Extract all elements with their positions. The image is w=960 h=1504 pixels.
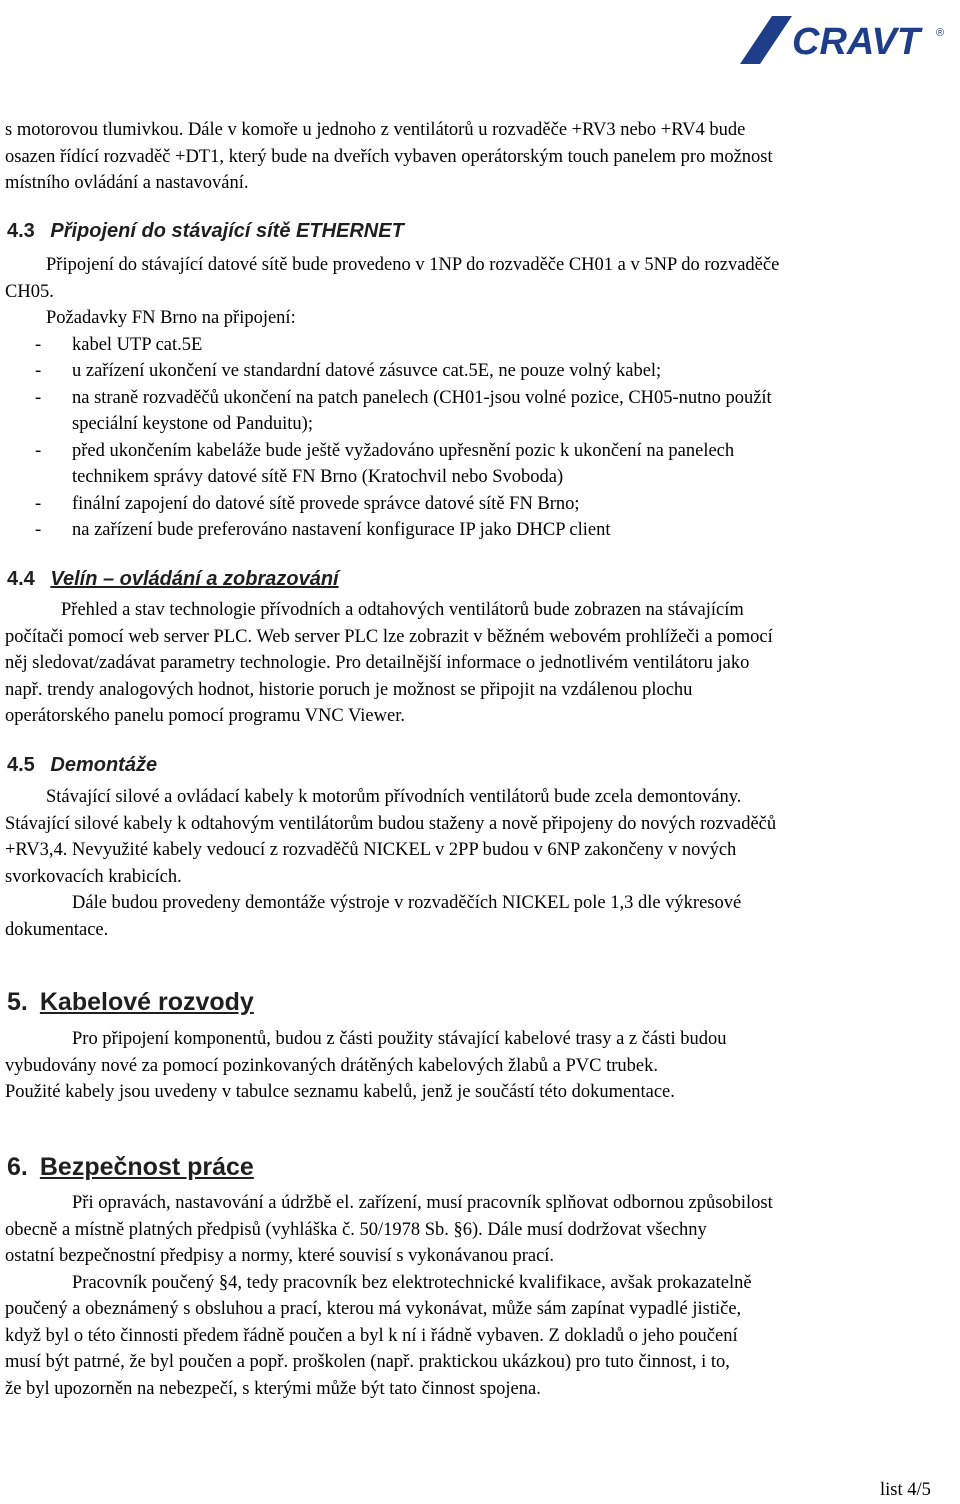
text-line: Připojení do stávající datové sítě bude provedeno v 1NP do rozvaděče CH01 a v 5NP do rozvaděče — [46, 255, 780, 275]
text-line: ostatní bezpečnostní předpisy a normy, které souvisí s vykonávanou prací. — [5, 1246, 555, 1266]
list-item-text: technikem správy datové sítě FN Brno (Kratochvil nebo Svoboda) — [72, 467, 564, 487]
list-dash: - — [35, 493, 42, 514]
text-line: musí být patrné, že byl poučen a popř. proškolen (např. praktickou ukázkou) pro tuto činnost, i to, — [5, 1352, 730, 1372]
text-line: svorkovacích krabicích. — [5, 866, 182, 887]
text-line: počítači pomocí web server PLC. Web server PLC lze zobrazit v běžném webovém prohlížeči a pomocí — [5, 626, 773, 647]
text-line: něj sledovat/zadávat parametry technologie. Pro detailnější informace o jednotlivém ventilátoru jako — [5, 653, 750, 673]
section-title: Demontáže — [50, 754, 158, 776]
section-5-heading — [7, 989, 254, 1016]
section-number: 4.5 — [7, 754, 35, 776]
list-item — [5, 517, 960, 544]
requirements-list — [5, 332, 960, 544]
text-line: Dále budou provedeny demontáže výstroje v rozvaděčích NICKEL pole 1,3 dle výkresové — [72, 893, 742, 913]
section-4-5-heading — [7, 752, 157, 779]
list-item-text: finální zapojení do datové sítě provede správce datové sítě FN Brno; — [72, 493, 580, 514]
list-item-text: u zařízení ukončení ve standardní datové zásuvce cat.5E, ne pouze volný kabel; — [72, 361, 662, 381]
text-line: místního ovládání a nastavování. — [5, 173, 249, 193]
text-line: +RV3,4. Nevyužité kabely vedoucí z rozvaděčů NICKEL v 2PP budou v 6NP zakončeny v nových — [5, 840, 737, 860]
section-number: 5. — [7, 988, 28, 1016]
section-4-4-heading — [7, 566, 339, 593]
list-dash: - — [35, 440, 42, 461]
text-line: Přehled a stav technologie přívodních a odtahových ventilátorů bude zobrazen na stávajícím — [61, 600, 744, 620]
list-item — [5, 358, 960, 385]
list-item — [5, 385, 960, 438]
section-6-heading — [7, 1154, 254, 1181]
list-item — [5, 438, 960, 491]
text-line: Stávající silové kabely k odtahovým ventilátorům budou staženy a nově připojeny do nových rozvaděčů — [5, 813, 777, 834]
text-line: Pro připojení komponentů, budou z části použity stávající kabelové trasy a z části budou — [72, 1029, 727, 1049]
logo-mark: ® — [936, 27, 945, 39]
list-item — [5, 491, 960, 518]
logo-text: CRAVT — [792, 21, 921, 63]
text-line: CH05. — [5, 281, 54, 302]
section-title: Bezpečnost práce — [39, 1153, 254, 1181]
text-line: obecně a místně platných předpisů (vyhláška č. 50/1978 Sb. §6). Dále musí dodržovat všechny — [5, 1219, 707, 1240]
text-line: Pracovník poučený §4, tedy pracovník bez elektrotechnické kvalifikace, avšak prokazatelně — [72, 1272, 752, 1293]
list-item-text: speciální keystone od Panduitu); — [72, 414, 313, 434]
requirements-title: Požadavky FN Brno na připojení: — [46, 308, 296, 328]
section-6-body — [5, 1190, 960, 1402]
list-item — [5, 332, 960, 359]
text-line: vybudovány nové za pomocí pozinkovaných drátěných kabelových žlabů a PVC trubek. — [5, 1055, 658, 1076]
text-line: Při opravách, nastavování a údržbě el. zařízení, musí pracovník splňovat odbornou způsobilost — [72, 1193, 773, 1213]
section-4-3-heading — [7, 218, 404, 245]
section-number: 4.3 — [7, 220, 35, 242]
section-title: Kabelové rozvody — [39, 988, 254, 1016]
list-item-text: na zařízení bude preferováno nastavení konfigurace IP jako DHCP client — [72, 520, 611, 540]
list-item-text: na straně rozvaděčů ukončení na patch panelech (CH01-jsou volné pozice, CH05-nutno použít — [72, 387, 772, 408]
cravt-logo — [740, 14, 948, 66]
section-4-3-body — [5, 252, 960, 544]
section-number: 6. — [7, 1153, 28, 1181]
list-dash: - — [35, 387, 42, 408]
text-line: s motorovou tlumivkou. Dále v komoře u jednoho z ventilátorů u rozvaděče +RV3 nebo +RV4 bude — [5, 120, 746, 140]
text-line: poučený a obeznámený s obsluhou a prací, kterou má vykonávat, může sám zapínat vypadlé jističe, — [5, 1299, 742, 1319]
section-number: 4.4 — [7, 568, 35, 590]
section-title: Velín – ovládání a zobrazování — [50, 568, 339, 590]
intro-paragraph — [5, 117, 960, 197]
list-dash: - — [35, 334, 42, 355]
text-line: dokumentace. — [5, 919, 109, 940]
text-line: osazen řídící rozvaděč +DT1, který bude na dveřích vybaven operátorským touch panelem pro možnost — [5, 146, 773, 167]
text-line: Stávající silové a ovládací kabely k motorům přívodních ventilátorů bude zcela demontovány. — [46, 787, 742, 807]
page-number: list 4/5 — [880, 1480, 931, 1500]
list-item-text: před ukončením kabeláže bude ještě vyžadováno upřesnění pozic k ukončení na panelech — [72, 440, 735, 461]
text-line: že byl upozorněn na nebezpečí, s kterými může být tato činnost spojena. — [5, 1378, 541, 1399]
section-4-4-body — [5, 597, 960, 730]
section-4-5-body — [5, 784, 960, 943]
text-line: když byl o této činnosti předem řádně poučen a byl k ní i řádně vybaven. Z dokladů o jeho poučení — [5, 1325, 738, 1346]
list-dash: - — [35, 520, 42, 540]
text-line: Použité kabely jsou uvedeny v tabulce seznamu kabelů, jenž je součástí této dokumentace. — [5, 1082, 675, 1102]
text-line: operátorského panelu pomocí programu VNC Viewer. — [5, 706, 405, 726]
section-5-body — [5, 1026, 960, 1106]
section-title: Připojení do stávající sítě ETHERNET — [50, 220, 404, 242]
list-dash: - — [35, 361, 42, 381]
list-item-text: kabel UTP cat.5E — [72, 334, 203, 355]
text-line: např. trendy analogových hodnot, historie poruch je možnost se připojit na vzdálenou plochu — [5, 679, 693, 700]
